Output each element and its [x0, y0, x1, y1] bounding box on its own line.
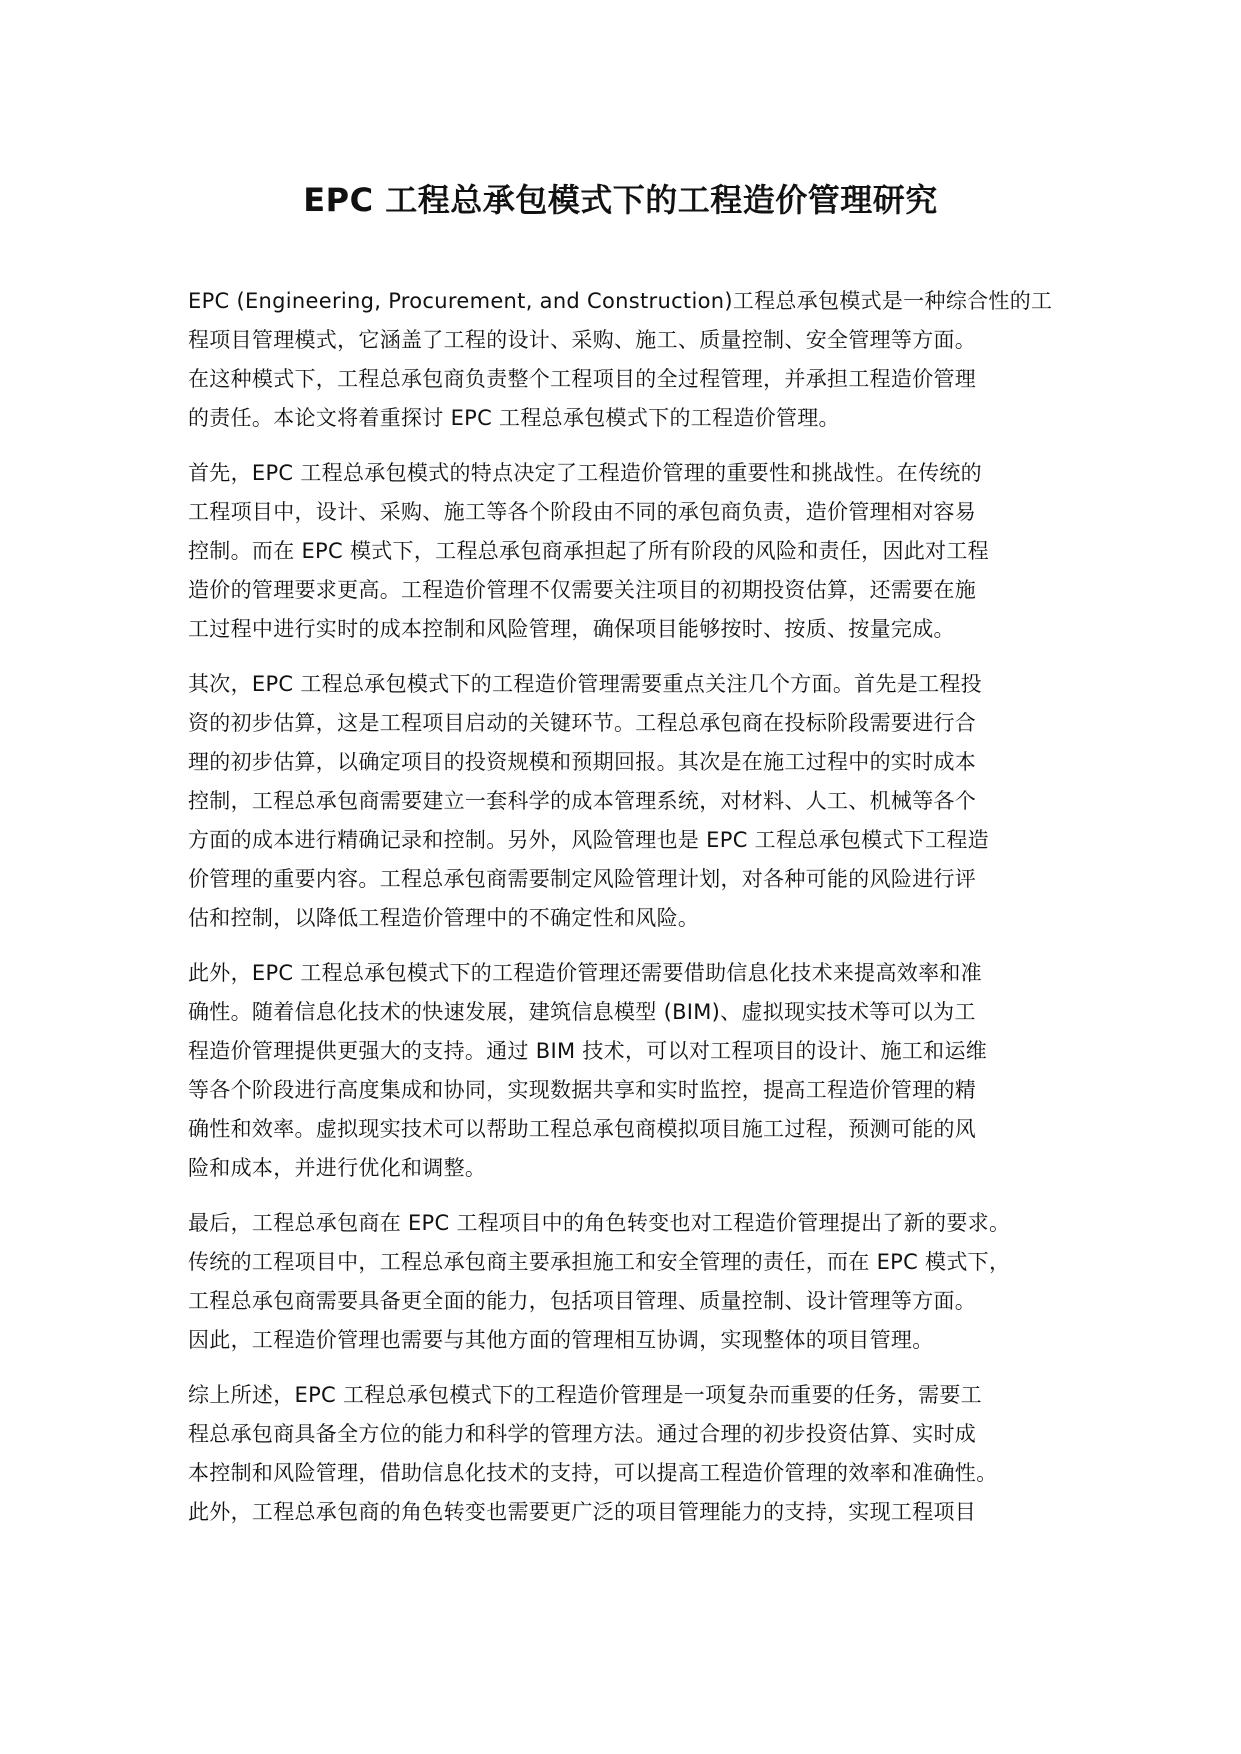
paragraph-line: 造价的管理要求更高。工程造价管理不仅需要关注项目的初期投资估算，还需要在施	[188, 578, 977, 602]
paragraph-line: 工程总承包商需要具备更全面的能力，包括项目管理、质量控制、设计管理等方面。	[188, 1289, 977, 1313]
document-body	[188, 282, 1078, 1548]
body-paragraph	[188, 282, 1078, 438]
paragraph-line: 控制。而在 EPC 模式下，工程总承包商承担起了所有阶段的风险和责任，因此对工程	[188, 539, 989, 563]
paragraph-line: 综上所述，EPC 工程总承包模式下的工程造价管理是一项复杂而重要的任务，需要工	[188, 1383, 982, 1407]
paragraph-line: 估和控制，以降低工程造价管理中的不确定性和风险。	[188, 906, 700, 930]
paragraph-line: 价管理的重要内容。工程总承包商需要制定风险管理计划，对各种可能的风险进行评	[188, 867, 977, 891]
paragraph-line: 方面的成本进行精确记录和控制。另外，风险管理也是 EPC 工程总承包模式下工程造	[188, 828, 989, 852]
paragraph-line: 理的初步估算，以确定项目的投资规模和预期回报。其次是在施工过程中的实时成本	[188, 750, 977, 774]
paragraph-line: 险和成本，并进行优化和调整。	[188, 1156, 487, 1180]
body-paragraph	[188, 1376, 1078, 1532]
paragraph-line: 控制，工程总承包商需要建立一套科学的成本管理系统，对材料、人工、机械等各个	[188, 789, 977, 813]
paragraph-line: 程造价管理提供更强大的支持。通过 BIM 技术，可以对工程项目的设计、施工和运维	[188, 1039, 988, 1063]
paragraph-line: 等各个阶段进行高度集成和协同，实现数据共享和实时监控，提高工程造价管理的精	[188, 1078, 977, 1102]
paragraph-line: 其次，EPC 工程总承包模式下的工程造价管理需要重点关注几个方面。首先是工程投	[188, 672, 982, 696]
paragraph-line: 此外，工程总承包商的角色转变也需要更广泛的项目管理能力的支持，实现工程项目	[188, 1500, 977, 1524]
paragraph-line: 此外，EPC 工程总承包模式下的工程造价管理还需要借助信息化技术来提高效率和准	[188, 961, 982, 985]
paragraph-line: 在这种模式下，工程总承包商负责整个工程项目的全过程管理，并承担工程造价管理	[188, 367, 977, 391]
paragraph-line: 因此，工程造价管理也需要与其他方面的管理相互协调，实现整体的项目管理。	[188, 1328, 934, 1352]
paragraph-line: 确性和效率。虚拟现实技术可以帮助工程总承包商模拟项目施工过程，预测可能的风	[188, 1117, 977, 1141]
paragraph-line: 工过程中进行实时的成本控制和风险管理，确保项目能够按时、按质、按量完成。	[188, 617, 955, 641]
paragraph-line: 最后，工程总承包商在 EPC 工程项目中的角色转变也对工程造价管理提出了新的要求。	[188, 1211, 1011, 1235]
document-title: EPC 工程总承包模式下的工程造价管理研究	[303, 181, 938, 219]
paragraph-line: EPC (Engineering, Procurement, and Construction)工程总承包模式是一种综合性的工	[188, 289, 1053, 313]
paragraph-line: 的责任。本论文将着重探讨 EPC 工程总承包模式下的工程造价管理。	[188, 406, 840, 430]
paragraph-line: 程项目管理模式，它涵盖了工程的设计、采购、施工、质量控制、安全管理等方面。	[188, 328, 977, 352]
body-paragraph	[188, 665, 1078, 938]
body-paragraph	[188, 1204, 1078, 1360]
paragraph-line: 首先，EPC 工程总承包模式的特点决定了工程造价管理的重要性和挑战性。在传统的	[188, 461, 982, 485]
paragraph-line: 本控制和风险管理，借助信息化技术的支持，可以提高工程造价管理的效率和准确性。	[188, 1461, 998, 1485]
paragraph-line: 确性。随着信息化技术的快速发展，建筑信息模型 (BIM)、虚拟现实技术等可以为工	[188, 1000, 976, 1024]
body-paragraph	[188, 454, 1078, 649]
paragraph-line: 传统的工程项目中，工程总承包商主要承担施工和安全管理的责任，而在 EPC 模式下，	[188, 1250, 1011, 1274]
body-paragraph	[188, 954, 1078, 1188]
paragraph-line: 工程项目中，设计、采购、施工等各个阶段由不同的承包商负责，造价管理相对容易	[188, 500, 977, 524]
paragraph-line: 程总承包商具备全方位的能力和科学的管理方法。通过合理的初步投资估算、实时成	[188, 1422, 977, 1446]
paragraph-line: 资的初步估算，这是工程项目启动的关键环节。工程总承包商在投标阶段需要进行合	[188, 711, 977, 735]
